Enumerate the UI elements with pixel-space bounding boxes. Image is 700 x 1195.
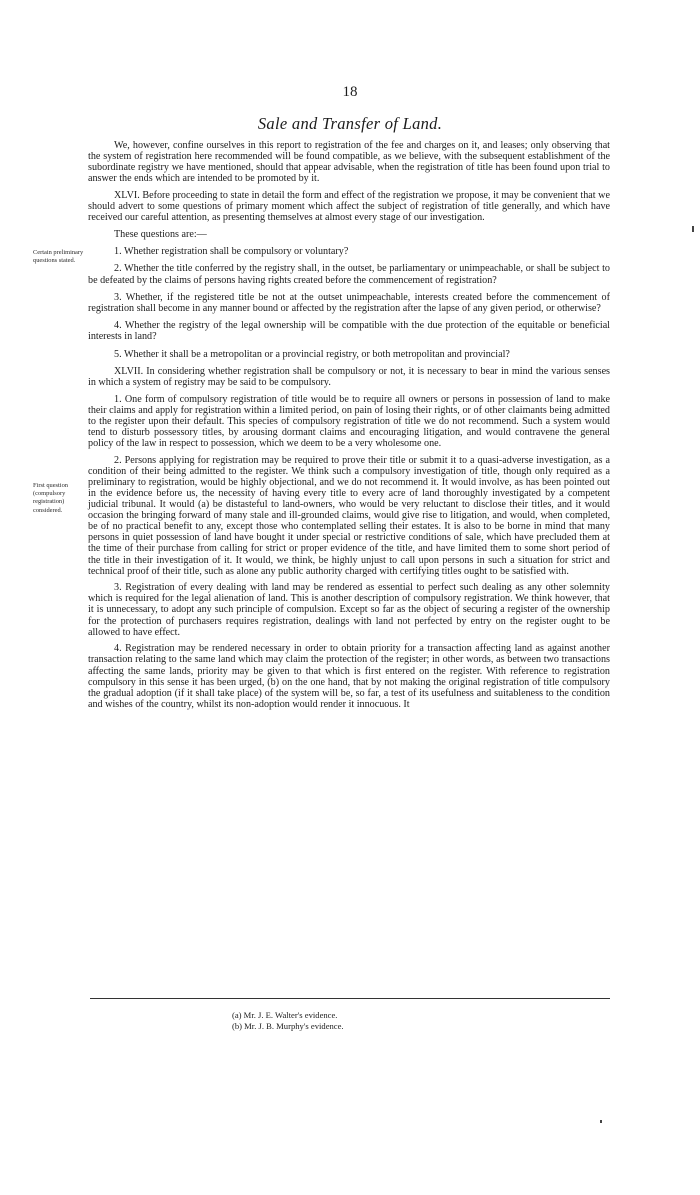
paragraph-xlvii: XLVII. In considering whether registration shall be compulsory or not, it is necessary to bear in mind the various senses in which a system of registry may be said to be compulsory. xyxy=(88,365,610,388)
footnote-a: (a) Mr. J. E. Walter's evidence. xyxy=(232,1010,338,1020)
margin-note-preliminary-questions: Certain preliminary questions stated. xyxy=(33,249,84,265)
footnote-divider xyxy=(90,998,610,999)
question-1: 1. Whether registration shall be compulsory or voluntary? xyxy=(114,246,349,258)
page-number: 18 xyxy=(342,84,358,100)
body-text xyxy=(88,140,610,716)
question-2: 2. Whether the title conferred by the registry shall, in the outset, be parliamentary or unimpeachable, or shall be subject to be defeated by the claims of persons having rights created before the commencement of registration? xyxy=(88,263,610,286)
footnote-b: (b) Mr. J. B. Murphy's evidence. xyxy=(232,1020,344,1031)
running-title: Sale and Transfer of Land. xyxy=(257,114,443,133)
paragraph-xlvi: XLVI. Before proceeding to state in detail the form and effect of the registration we propose, it may be convenient that we should advert to some questions of primary moment which affect the subject of registration of title generally, and which have received our careful attention, as presenting themselves at almost every stage of our investigation. xyxy=(88,189,610,224)
question-5: 5. Whether it shall be a metropolitan or a provincial registry, or both metropolitan and provincial? xyxy=(114,348,510,360)
scan-speck xyxy=(692,226,694,232)
paragraph-form-2: 2. Persons applying for registration may be required to prove their title or submit it to a quasi-adverse investigation, as a condition of their being admitted to the register. We think such a compulsory investigation of title, though only required as a preliminary to registration, would be highly objectional, and we do not recommend it. It would involve, as has been pointed out in the evidence before us, the necessity of having every title to every acre of land thoroughly investigated by a competent judicial tribunal. It would (a) be distasteful to land-owners, who would be very reluctant to disclose their titles, and it would occasion the bringing forward of many stale and ill-grounded claims, would give rise to litigation, and would, when completed, be of no practical benefit to any, except those who contemplated selling their estates. It is also to be borne in mind that many persons in quiet possession of land have bought it under special or restrictive conditions of sale, which have precluded them at the time of their purchase from calling for strict or proper evidence of the title, and have limited them to some short period of the title in their investigation of it. It would, we think, be highly unjust to call upon persons in such a situation for strict and technical proof of their title, such as alone any public authority charged with certifying titles ought to be satisfied with. xyxy=(88,454,610,577)
question-4: 4. Whether the registry of the legal ownership will be compatible with the due protection of the equitable or beneficial interests in land? xyxy=(88,320,610,343)
question-3: 3. Whether, if the registered title be not at the outset unimpeachable, interests created before the commencement of registration shall become in any manner bound or affected by the registration after the lapse of any given period, or otherwise? xyxy=(88,291,610,314)
paragraph-form-3: 3. Registration of every dealing with land may be rendered as essential to perfect such dealing as any other solemnity which is required for the legal alienation of land. This is another description of compulsory registration. We think however, that it is unnecessary, to adopt any such principle of compulsion. Except so far as the object of securing a register of the ownership for the protection of purchasers requires registration, dealings with land not perfected by entry on the register ought to be allowed to have effect. xyxy=(88,582,610,638)
paragraph-intro: We, however, confine ourselves in this report to registration of the fee and charges on it, and leases; only observing that the system of registration here recommended will be found compatible, as we believe, with the subsequent establishment of the subordinate registry we have mentioned, should that appear advisable, when the registration of title has been found upon trial to answer the ends which are intended to be promoted by it. xyxy=(88,140,610,185)
scan-speck xyxy=(600,1120,602,1123)
paragraph-questions-intro: These questions are:— xyxy=(114,228,207,240)
margin-note-first-question: First question (compulsory registration) considered. xyxy=(33,482,68,514)
footnotes xyxy=(232,1010,344,1031)
paragraph-form-1: 1. One form of compulsory registration of title would be to require all owners or persons in possession of land to make their claims and apply for registration within a limited period, on pain of losing their rights, or of other claimants being admitted to the register upon their default. This species of compulsory registration of title we do not recommend. Such a system would tend to disturb possessory titles, by arousing dormant claims and encouraging litigation, and would contravene the general policy of the law in respect to possession, which we deem to be a very wholesome one. xyxy=(88,393,610,449)
paragraph-form-4: 4. Registration may be rendered necessary in order to obtain priority for a transaction affecting land as against another transaction relating to the same land which may claim the protection of the register; in other words, as between two transactions affecting the same lands, priority may be given to that which is first entered on the register. With reference to registration compulsory in this sense it has been urged, (b) on the one hand, that by not making the original registration of title compulsory the gradual adoption (if it shall take place) of the system will be, so far, a test of its usefulness and suitableness to the condition and wishes of the country, whilst its non-adoption would render it innocuous. It xyxy=(88,643,610,710)
